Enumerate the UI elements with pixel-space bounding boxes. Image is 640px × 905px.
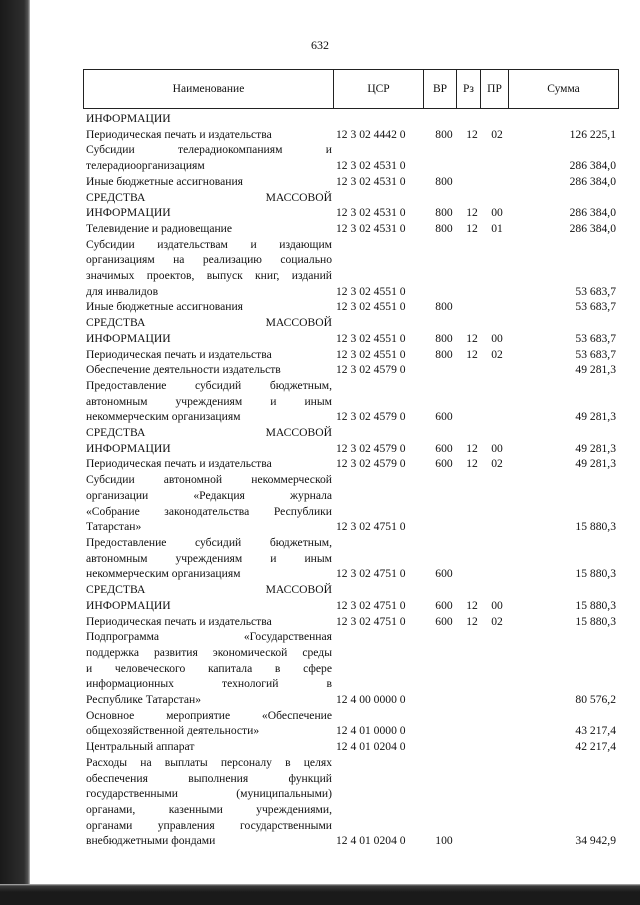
row-csr: 12 3 02 4551 0 (336, 331, 406, 345)
row-vr: 600 (435, 614, 453, 628)
row-vr: 600 (435, 567, 453, 581)
row-name-line: обеспечения выполнения функций (86, 771, 332, 785)
row-sum: 80 576,2 (575, 693, 616, 707)
row-name-line: автономным учреждениям и иным (86, 394, 332, 408)
row-name-line: телерадиоорганизациям (86, 159, 205, 173)
row-vr: 600 (435, 598, 453, 612)
header-name: Наименование (84, 70, 334, 108)
row-name-line: органами управления государственными (86, 818, 332, 832)
table-row (86, 221, 620, 237)
row-name (86, 347, 332, 363)
row-name-line: некоммерческим организациям (86, 567, 241, 581)
scan-bottom-edge (0, 884, 640, 905)
row-sum: 53 683,7 (575, 284, 616, 298)
row-name (86, 111, 332, 127)
row-csr: 12 4 01 0204 0 (336, 740, 406, 754)
row-name-line: ИНФОРМАЦИИ (86, 206, 171, 220)
table-row (86, 582, 620, 613)
row-rz: 12 (466, 598, 478, 612)
row-pr: 00 (491, 598, 503, 612)
row-csr: 12 4 01 0000 0 (336, 724, 406, 738)
row-sum: 53 683,7 (575, 300, 616, 314)
row-name-line: некоммерческим организациям (86, 410, 241, 424)
row-name-line: значимых проектов, выпуск книг, изданий (86, 269, 332, 283)
row-name-line: Иные бюджетные ассигнования (86, 174, 243, 188)
row-vr: 800 (435, 331, 453, 345)
row-name (86, 127, 332, 143)
table-row (86, 708, 620, 739)
row-csr: 12 3 02 4551 0 (336, 284, 406, 298)
row-rz: 12 (466, 331, 478, 345)
row-pr: 02 (491, 614, 503, 628)
row-csr: 12 3 02 4531 0 (336, 221, 406, 235)
row-csr: 12 3 02 4442 0 (336, 127, 406, 141)
table-row (86, 142, 620, 173)
row-name-line: ИНФОРМАЦИИ (86, 598, 171, 612)
row-vr: 600 (435, 410, 453, 424)
row-pr: 02 (491, 347, 503, 361)
scan-left-edge (0, 0, 30, 905)
row-csr: 12 3 02 4579 0 (336, 363, 406, 377)
row-vr: 800 (435, 221, 453, 235)
row-vr: 800 (435, 174, 453, 188)
row-name-line: Подпрограмма «Государственная (86, 630, 332, 644)
row-name-line: государственными (муниципальными) (86, 787, 332, 801)
table-row (86, 299, 620, 315)
row-name-line: и человеческого капитала в сфере (86, 661, 332, 675)
row-csr: 12 3 02 4751 0 (336, 520, 406, 534)
row-name-line: для инвалидов (86, 284, 159, 298)
row-sum: 42 217,4 (575, 740, 616, 754)
table-row (86, 472, 620, 535)
row-name (86, 142, 332, 173)
row-pr: 00 (491, 206, 503, 220)
table-row (86, 362, 620, 378)
row-vr: 600 (435, 441, 453, 455)
row-name (86, 425, 332, 456)
row-name-line: ИНФОРМАЦИИ (86, 112, 171, 125)
row-pr: 02 (491, 457, 503, 471)
row-rz: 12 (466, 221, 478, 235)
row-name-line: ИНФОРМАЦИИ (86, 331, 171, 345)
row-name (86, 378, 332, 425)
row-name-line: органами, казенными учреждениями, (86, 802, 332, 816)
row-pr: 00 (491, 441, 503, 455)
row-sum: 126 225,1 (569, 127, 616, 141)
row-sum: 49 281,3 (575, 457, 616, 471)
row-csr: 12 4 01 0204 0 (336, 834, 406, 848)
row-name (86, 362, 332, 378)
row-name (86, 174, 332, 190)
row-csr: 12 3 02 4579 0 (336, 441, 406, 455)
row-sum: 49 281,3 (575, 441, 616, 455)
table-row (86, 111, 620, 127)
table-row (86, 456, 620, 472)
row-name-line: Субсидии издательствам и издающим (86, 237, 332, 251)
table-row (86, 174, 620, 190)
row-name-line: СРЕДСТВА МАССОВОЙ (86, 426, 332, 440)
table-row (86, 425, 620, 456)
table-row (86, 190, 620, 221)
row-name-line: Периодическая печать и издательства (86, 457, 272, 471)
row-name-line: Субсидии автономной некоммерческой (86, 473, 332, 487)
row-sum: 286 384,0 (569, 206, 616, 220)
header-sum: Сумма (547, 83, 580, 95)
row-csr: 12 4 00 0000 0 (336, 693, 406, 707)
header-rz: Рз (457, 70, 481, 108)
row-name-line: СРЕДСТВА МАССОВОЙ (86, 583, 332, 597)
row-pr: 00 (491, 331, 503, 345)
row-sum: 286 384,0 (569, 221, 616, 235)
row-name (86, 472, 332, 535)
row-name-line: поддержка развития экономической среды (86, 645, 332, 659)
row-csr: 12 3 02 4551 0 (336, 347, 406, 361)
row-vr: 800 (435, 347, 453, 361)
table-row (86, 315, 620, 346)
row-name (86, 708, 332, 739)
row-name (86, 221, 332, 237)
table-row (86, 629, 620, 708)
row-sum: 15 880,3 (575, 614, 616, 628)
row-sum: 286 384,0 (569, 174, 616, 188)
row-sum: 49 281,3 (575, 363, 616, 377)
row-csr: 12 3 02 4551 0 (336, 300, 406, 314)
row-name-line: Периодическая печать и издательства (86, 127, 272, 141)
row-name (86, 535, 332, 582)
row-name (86, 629, 332, 708)
table-row (86, 378, 620, 425)
header-vr: ВР (424, 70, 457, 108)
row-name-line: «Собрание законодательства Республики (86, 504, 332, 518)
row-name (86, 614, 332, 630)
row-name-line: Центральный аппарат (86, 740, 195, 754)
row-sum: 15 880,3 (575, 520, 616, 534)
row-rz: 12 (466, 614, 478, 628)
row-csr: 12 3 02 4579 0 (336, 410, 406, 424)
row-csr: 12 3 02 4531 0 (336, 206, 406, 220)
row-csr: 12 3 02 4751 0 (336, 614, 406, 628)
row-sum: 43 217,4 (575, 724, 616, 738)
header-csr: ЦСР (334, 70, 424, 108)
row-name (86, 237, 332, 300)
row-vr: 800 (435, 127, 453, 141)
row-name-line: Республике Татарстан» (86, 693, 202, 707)
row-pr: 02 (491, 127, 503, 141)
row-sum: 15 880,3 (575, 598, 616, 612)
budget-table-body (86, 111, 620, 849)
row-name-line: внебюджетными фондами (86, 834, 216, 848)
row-rz: 12 (466, 127, 478, 141)
row-name-line: Татарстан» (86, 520, 142, 534)
table-row (86, 127, 620, 143)
page-number: 632 (311, 38, 329, 52)
row-name (86, 190, 332, 221)
row-name-line: Периодическая печать и издательства (86, 347, 272, 361)
row-name (86, 739, 332, 755)
row-sum: 286 384,0 (569, 159, 616, 173)
row-name-line: Субсидии телерадиокомпаниям и (86, 143, 332, 157)
row-pr: 01 (491, 221, 503, 235)
row-sum: 49 281,3 (575, 410, 616, 424)
row-vr: 600 (435, 457, 453, 471)
row-sum: 53 683,7 (575, 347, 616, 361)
table-row (86, 237, 620, 300)
row-name-line: информационных технологий в (86, 677, 332, 691)
table-row (86, 614, 620, 630)
row-name-line: Обеспечение деятельности издательств (86, 363, 281, 377)
row-csr: 12 3 02 4579 0 (336, 457, 406, 471)
table-row (86, 755, 620, 849)
table-row (86, 739, 620, 755)
row-rz: 12 (466, 206, 478, 220)
row-name-line: Предоставление субсидий бюджетным, (86, 378, 332, 392)
row-name-line: организации «Редакция журнала (86, 488, 332, 502)
row-name-line: автономным учреждениям и иным (86, 551, 332, 565)
row-rz: 12 (466, 347, 478, 361)
row-csr: 12 3 02 4751 0 (336, 598, 406, 612)
row-name-line: Иные бюджетные ассигнования (86, 300, 243, 314)
row-csr: 12 3 02 4531 0 (336, 174, 406, 188)
row-name-line: Периодическая печать и издательства (86, 614, 272, 628)
row-vr: 100 (435, 834, 453, 848)
row-csr: 12 3 02 4531 0 (336, 159, 406, 173)
row-name (86, 315, 332, 346)
row-name (86, 299, 332, 315)
table-row (86, 535, 620, 582)
row-name-line: Расходы на выплаты персоналу в целях (86, 755, 332, 769)
row-vr: 800 (435, 300, 453, 314)
row-name (86, 755, 332, 849)
row-sum: 34 942,9 (575, 834, 616, 848)
row-name (86, 456, 332, 472)
row-vr: 800 (435, 206, 453, 220)
row-name-line: ИНФОРМАЦИИ (86, 441, 171, 455)
row-sum: 15 880,3 (575, 567, 616, 581)
row-sum: 53 683,7 (575, 331, 616, 345)
row-name-line: организациям на реализацию социально (86, 253, 332, 267)
row-name (86, 582, 332, 613)
table-header (83, 69, 619, 109)
row-name-line: общехозяйственной деятельности» (86, 724, 260, 738)
header-pr: ПР (481, 70, 509, 108)
row-name-line: СРЕДСТВА МАССОВОЙ (86, 316, 332, 330)
row-name-line: СРЕДСТВА МАССОВОЙ (86, 190, 332, 204)
table-row (86, 347, 620, 363)
row-name-line: Предоставление субсидий бюджетным, (86, 535, 332, 549)
row-rz: 12 (466, 441, 478, 455)
row-name-line: Основное мероприятие «Обеспечение (86, 708, 332, 722)
row-name-line: Телевидение и радиовещание (86, 221, 233, 235)
row-csr: 12 3 02 4751 0 (336, 567, 406, 581)
row-rz: 12 (466, 457, 478, 471)
